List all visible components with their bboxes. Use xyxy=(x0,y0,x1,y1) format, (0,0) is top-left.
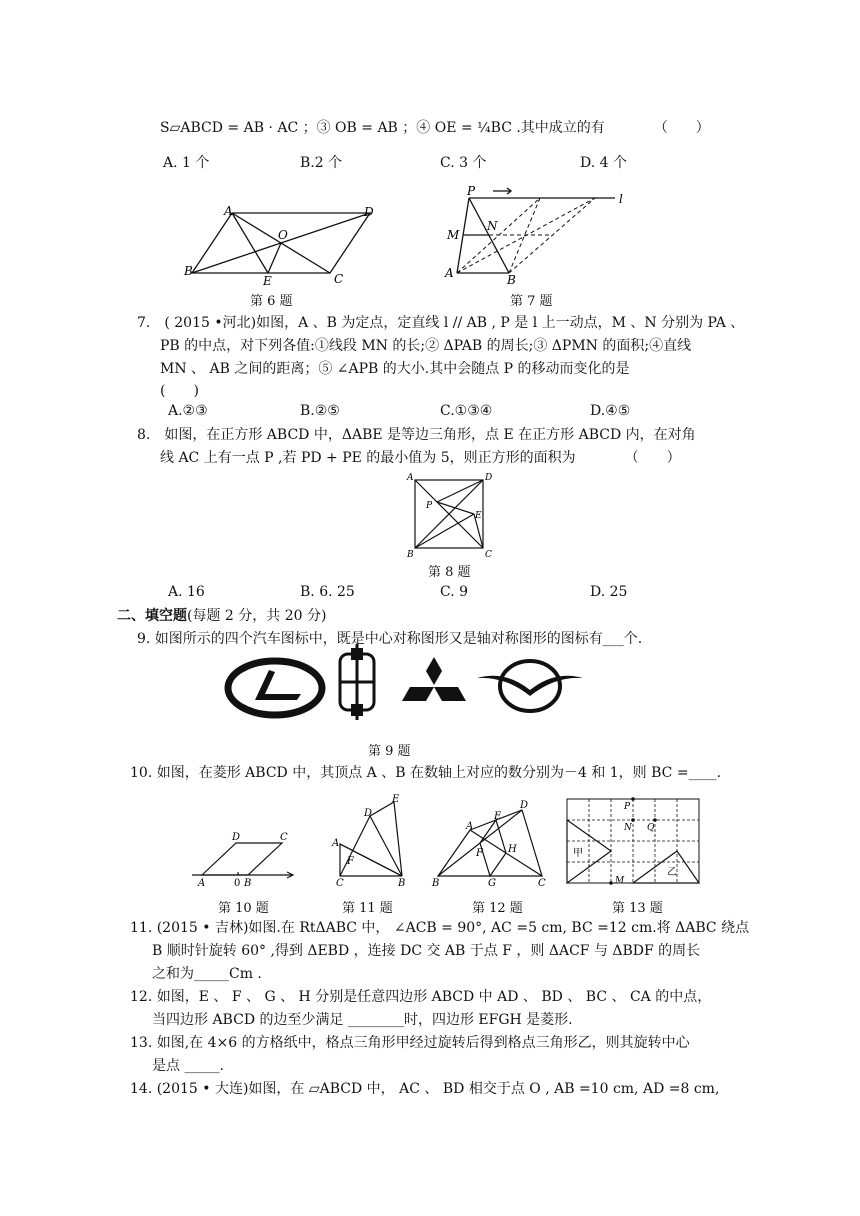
figure-12 xyxy=(430,800,550,890)
q10-text: 10. 如图，在菱形 ABCD 中，其顶点 A 、B 在数轴上对应的数分别为－4 和 1，则 BC =____. xyxy=(130,765,722,781)
q12-label-e: E xyxy=(494,811,502,822)
figure-10 xyxy=(190,828,305,888)
q8-label-b: B xyxy=(407,550,414,560)
q12-figure-caption: 第 12 题 xyxy=(472,901,523,916)
q7-label-a: A xyxy=(445,266,454,280)
car-logo-lincoln xyxy=(334,642,380,722)
q8-line-1: 8. 如图，在正方形 ABCD 中，ΔABE 是等边三角形，点 E 在正方形 ABCD 内，在对角 xyxy=(137,427,696,443)
q12-label-b: B xyxy=(432,878,440,889)
q7-label-l: l xyxy=(619,192,623,206)
section-2-heading xyxy=(117,606,326,626)
q6-stem-tail: S▱ABCD = AB · AC ；③ OB = AB ；④ OE = ¼BC .其中成立的有 （ ） xyxy=(160,120,710,136)
q6-option-d: D. 4 个 xyxy=(580,155,627,171)
q13-label-q: Q xyxy=(647,823,655,833)
car-logo-lexus xyxy=(225,658,325,718)
q7-line-3: MN 、 AB 之间的距离；⑤ ∠APB 的大小.其中会随点 P 的移动而变化的是 xyxy=(160,361,630,377)
q8-label-a: A xyxy=(407,473,414,483)
q13-line-2: 是点 _____. xyxy=(152,1058,224,1074)
q11-line-2: B 顺时针旋转 60° ,得到 ΔEBD ，连接 DC 交 AB 于点 F ，则 ΔACF 与 ΔBDF 的周长 xyxy=(152,943,701,959)
q13-figure-caption: 第 13 题 xyxy=(612,901,663,916)
q12-label-f: F xyxy=(476,848,483,859)
q8-option-b: B. 6. 25 xyxy=(300,584,355,600)
q8-line-2: 线 AC 上有一点 P ,若 PD + PE 的最小值为 5，则正方形的面积为 （ ） xyxy=(160,450,681,466)
figure-8 xyxy=(405,472,495,562)
q12-label-h: H xyxy=(508,844,517,855)
q6-label-c: C xyxy=(334,272,344,286)
q13-label-m: M xyxy=(615,876,625,886)
q7-line-4: ( ) xyxy=(160,383,199,399)
section-2-note: (每题 2 分，共 20 分) xyxy=(187,608,327,624)
q13-line-1: 13. 如图,在 4×6 的方格纸中，格点三角形甲经过旋转后得到格点三角形乙，则其旋转中心 xyxy=(130,1035,690,1051)
q8-label-c: C xyxy=(485,550,492,560)
q8-option-a: A. 16 xyxy=(168,584,205,600)
q12-label-a: A xyxy=(466,821,474,832)
q6-option-a: A. 1 个 xyxy=(163,155,210,171)
q7-option-d: D.④⑤ xyxy=(590,403,631,419)
q8-figure-caption: 第 8 题 xyxy=(428,565,471,580)
q11-label-e: E xyxy=(392,794,400,805)
q9-text: 9. 如图所示的四个汽车图标中，既是中心对称图形又是轴对称图形的图标有___个. xyxy=(137,631,643,647)
q7-label-p: P xyxy=(467,184,476,198)
q13-label-jia: 甲 xyxy=(573,848,583,859)
q7-figure-caption: 第 7 题 xyxy=(510,294,553,309)
q11-label-c: C xyxy=(336,878,344,889)
q11-line-3: 之和为_____Cm . xyxy=(152,966,262,982)
figure-6 xyxy=(184,204,380,288)
q12-label-d: D xyxy=(520,800,529,811)
car-logo-haima xyxy=(475,656,585,716)
q8-label-d: D xyxy=(485,473,493,483)
q12-label-c: C xyxy=(538,878,546,889)
q7-option-c: C.①③④ xyxy=(440,403,493,419)
q13-label-p: P xyxy=(624,802,631,812)
q6-label-e: E xyxy=(263,274,272,288)
q6-label-o: O xyxy=(278,228,288,242)
q6-option-c: C. 3 个 xyxy=(440,155,487,171)
q11-label-b: B xyxy=(398,878,406,889)
q11-label-f: F xyxy=(347,856,354,867)
q8-label-e: E xyxy=(475,511,482,521)
q7-option-b: B.②⑤ xyxy=(300,403,340,419)
q6-option-b: B.2 个 xyxy=(300,155,343,171)
q13-label-yi: 乙 xyxy=(667,867,677,878)
section-2-title: 二、填空题 xyxy=(117,608,187,624)
q7-label-m: M xyxy=(447,228,460,242)
q7-line-1: 7. ( 2015 •河北)如图，A 、B 为定点，定直线 l // AB , P 是 l 上一动点，M 、N 分别为 PA 、 xyxy=(137,315,745,331)
q11-label-d: D xyxy=(364,808,373,819)
q7-option-a: A.②③ xyxy=(168,403,208,419)
q8-option-c: C. 9 xyxy=(440,584,469,600)
q10-figure-caption: 第 10 题 xyxy=(218,901,269,916)
q6-label-b: B xyxy=(184,264,193,278)
q10-label-d: D xyxy=(232,832,241,843)
figure-11 xyxy=(330,796,410,888)
q13-label-n: N xyxy=(624,823,632,833)
q12-line-2: 当四边形 ABCD 的边至少满足 ________时，四边形 EFGH 是菱形. xyxy=(152,1012,573,1028)
q11-figure-caption: 第 11 题 xyxy=(342,901,393,916)
q11-line-1: 11. (2015 • 吉林)如图.在 RtΔABC 中， ∠ACB = 90°, AC =5 cm, BC =12 cm.将 ΔABC 绕点 xyxy=(130,920,750,936)
q6-figure-caption: 第 6 题 xyxy=(250,294,293,309)
q6-label-a: A xyxy=(224,204,233,218)
q11-label-a: A xyxy=(332,838,340,849)
figure-13 xyxy=(567,797,702,887)
q8-label-p: P xyxy=(426,501,433,511)
q10-label-a: A xyxy=(198,878,206,889)
q12-label-g: G xyxy=(488,878,496,889)
q9-figure-caption: 第 9 题 xyxy=(368,744,411,759)
q7-label-n: N xyxy=(487,219,498,233)
q10-label-o: 0 xyxy=(234,878,241,889)
q10-label-c: C xyxy=(280,832,288,843)
q7-line-2: PB 的中点，对下列各值:①线段 MN 的长;② ΔPAB 的周长;③ ΔPMN 的面积;④直线 xyxy=(160,338,692,354)
car-logo-mitsubishi xyxy=(400,655,468,715)
q12-line-1: 12. 如图，E 、 F 、 G 、 H 分别是任意四边形 ABCD 中 AD 、 BD 、 BC 、 CA 的中点， xyxy=(130,989,712,1005)
q10-label-b: B xyxy=(244,878,252,889)
q7-label-b: B xyxy=(507,273,516,287)
q8-option-d: D. 25 xyxy=(590,584,628,600)
q14-text: 14. (2015 • 大连)如图，在 ▱ABCD 中， AC 、 BD 相交于点 O , AB =10 cm, AD =8 cm, xyxy=(130,1081,720,1097)
q6-label-d: D xyxy=(364,205,374,219)
figure-7 xyxy=(445,185,635,285)
